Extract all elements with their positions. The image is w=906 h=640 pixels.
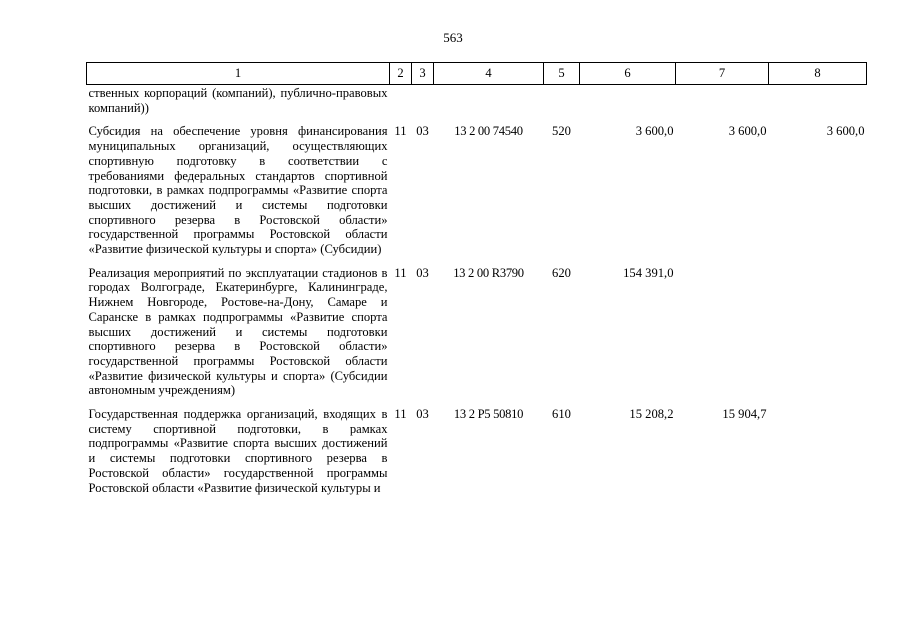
row-target-code: [434, 85, 544, 116]
row-amount-year1: 3 600,0: [635, 124, 674, 139]
row-amount-year2: 15 904,7: [722, 407, 767, 422]
row-amount-year3: [769, 257, 867, 398]
row-amount-year1: 154 391,0: [623, 265, 674, 280]
row-expense-type: 610: [552, 407, 571, 422]
row-target-code: 13 2 P5 50810: [453, 407, 524, 422]
row-section: 11: [394, 407, 407, 422]
row-target-code: 13 2 00 74540: [454, 124, 523, 139]
row-expense-type: [544, 85, 580, 116]
column-header: 1: [87, 63, 390, 85]
row-description: ственных корпораций (компаний), публично-правовых компаний)): [88, 86, 388, 115]
row-section: 11: [394, 265, 407, 280]
column-header: 8: [769, 63, 867, 85]
row-subsection: 03: [416, 407, 429, 422]
column-header: 5: [544, 63, 580, 85]
row-section: [390, 85, 412, 116]
table-header-row: [87, 63, 867, 85]
row-description: Субсидия на обеспечение уровня финансирования муниципальных организаций, осуществляющих спортивную подготовку в соответствии с требованиями федеральных стандартов спортивной подготовки, в рамках подпрограммы «Развитие спорта высших достижений и системы подготовки спортивного резерва в Ростовской области» государственной программы Ростовской области «Развитие физической культуры и спорта» (Субсидии): [88, 124, 388, 257]
column-header: 3: [412, 63, 434, 85]
row-subsection: 03: [416, 265, 429, 280]
row-subsection: [412, 85, 434, 116]
row-description: Государственная поддержка организаций, входящих в систему спортивной подготовки, в рамках подпрограммы «Развитие спорта высших достижений и системы подготовки спортивного резерва в Ростовской области» государственной программы Ростовской области «Развитие физической культуры и: [88, 407, 388, 495]
row-amount-year3: [769, 85, 867, 116]
row-expense-type: 520: [552, 124, 571, 139]
row-amount-year2: [676, 85, 769, 116]
row-amount-year2: [676, 257, 769, 398]
page-number: 563: [443, 30, 463, 45]
column-header: 7: [676, 63, 769, 85]
column-header: 6: [580, 63, 676, 85]
row-amount-year2: 3 600,0: [728, 124, 767, 139]
row-description: Реализация мероприятий по эксплуатации стадионов в городах Волгограде, Екатеринбурге, Калининграде, Нижнем Новгороде, Ростове-на-Дону, Самаре и Саранске в рамках подпрограммы «Развитие спорта высших достижений и системы подготовки спортивного резерва в Ростовской области» государственной программы Ростовской области «Развитие физической культуры и спорта» (Субсидии автономным учреждениям): [88, 265, 388, 398]
budget-table: [86, 62, 867, 495]
row-target-code: 13 2 00 R3790: [453, 265, 524, 280]
row-section: 11: [394, 124, 407, 139]
column-header: 4: [434, 63, 544, 85]
row-amount-year3: 3 600,0: [826, 124, 865, 139]
row-subsection: 03: [416, 124, 429, 139]
table-row: [87, 85, 867, 116]
table-row: [87, 257, 867, 398]
row-amount-year1: 15 208,2: [629, 407, 674, 422]
row-amount-year3: [769, 398, 867, 495]
row-amount-year1: [580, 85, 676, 116]
table-row: [87, 115, 867, 256]
column-header: 2: [390, 63, 412, 85]
row-expense-type: 620: [552, 265, 571, 280]
table-row: [87, 398, 867, 495]
